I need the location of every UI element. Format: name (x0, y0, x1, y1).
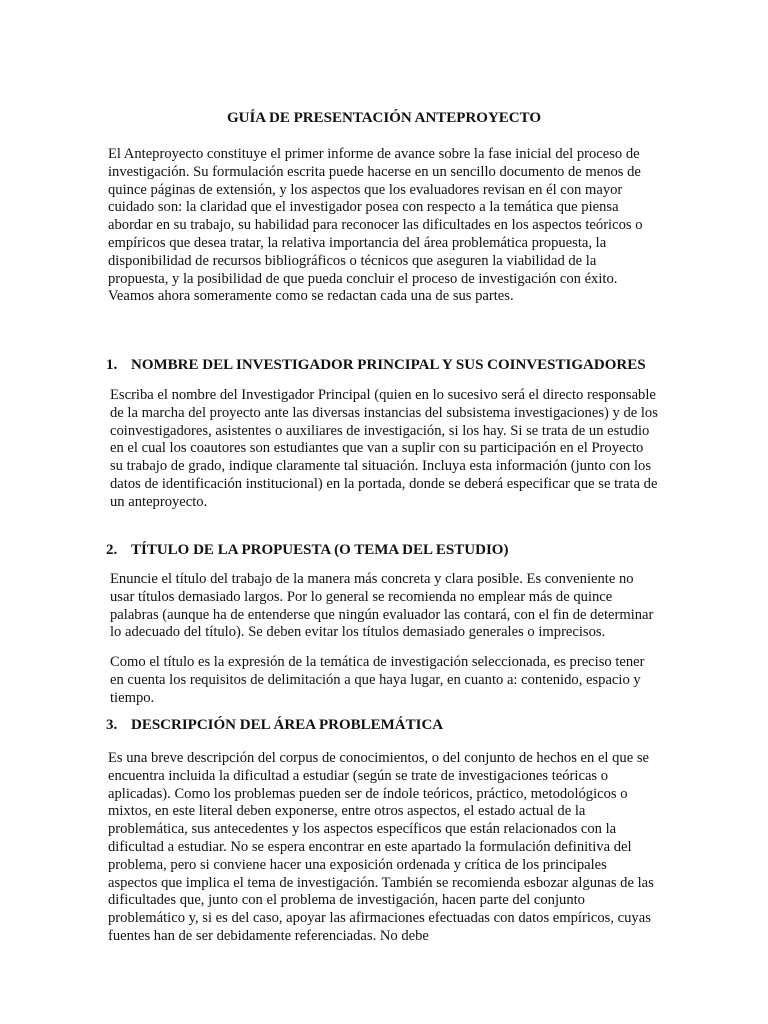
section-heading-problem-area (106, 715, 443, 735)
section-heading-title (106, 540, 508, 560)
section-paragraph: Escriba el nombre del Investigador Principal (quien en lo sucesivo será el directo responsable de la marcha del proyecto ante las diversas instancias del subsistema investigaciones) y de los coinvestigadores, asistentes o auxiliares de investigación, si los hay. Si se trata de un estudio en el cual los coautores son estudiantes que van a suplir con su participación en el Proyecto su trabajo de grado, indique claramente tal situación. Incluya esta información (junto con los datos de identificación institucional) en la portada, donde se deberá especificar que se trata de un anteproyecto. (110, 387, 658, 510)
intro-paragraph: El Anteproyecto constituye el primer informe de avance sobre la fase inicial del proceso de investigación. Su formulación escrita puede hacerse en un sencillo documento de menos de quince páginas de extensión, y los aspectos que los evaluadores revisan en él con mayor cuidado son: la claridad que el investigador posea con respecto a la temática que piensa abordar en su trabajo, su habilidad para reconocer las dificultades en los aspectos teóricos o empíricos que desea tratar, la relativa importancia del área problemática propuesta, la disponibilidad de recursos bibliográficos o técnicos que aseguren la viabilidad de la propuesta, y la posibilidad de que pueda concluir el proceso de investigación con éxito. Veamos ahora someramente como se redactan cada una de sus partes. (108, 146, 643, 305)
section-heading-text: DESCRIPCIÓN DEL ÁREA PROBLEMÁTICA (131, 717, 444, 733)
section-number: 3. (106, 717, 118, 733)
section-heading-text: TÍTULO DE LA PROPUESTA (O TEMA DEL ESTUDIO) (131, 542, 509, 558)
section-paragraph: Es una breve descripción del corpus de conocimientos, o del conjunto de hechos en el que se encuentra incluida la dificultad a estudiar (según se trate de investigaciones teóricas o aplicadas). Como los problemas pueden ser de índole teóricos, práctico, metodológicos o mixtos, en este literal deben exponerse, entre otros aspectos, el estado actual de la problemática, sus antecedentes y los aspectos específicos que están relacionados con la dificultad a estudiar. No se espera encontrar en este apartado la formulación definitiva del problema, pero si conviene hacer una exposición ordenada y crítica de los principales aspectos que implica el tema de investigación. También se recomienda esbozar algunas de las dificultades que, junto con el problema de investigación, hacen parte del conjunto problemático y, si es del caso, apoyar las afirmaciones efectuadas con datos empíricos, cuyas fuentes han de ser debidamente referenciadas. No debe (108, 750, 654, 944)
section-number: 1. (106, 357, 118, 373)
section-heading-text: NOMBRE DEL INVESTIGADOR PRINCIPAL Y SUS COINVESTIGADORES (131, 357, 646, 373)
section-number: 2. (106, 542, 118, 558)
section-paragraph: Como el título es la expresión de la temática de investigación seleccionada, es preciso tener en cuenta los requisitos de delimitación a que haya lugar, en cuanto a: contenido, espacio y tiempo. (110, 654, 645, 706)
section-heading-investigator (106, 355, 646, 375)
document-title: GUÍA DE PRESENTACIÓN ANTEPROYECTO (226, 110, 542, 126)
section-paragraph: Enuncie el título del trabajo de la manera más concreta y clara posible. Es conveniente no usar títulos demasiado largos. Por lo general se recomienda no emplear más de quince palabras (aunque ha de entenderse que ningún evaluador las contará, con el fin de determinar lo adecuado del título). Se deben evitar los títulos demasiado generales o imprecisos. (110, 571, 654, 641)
